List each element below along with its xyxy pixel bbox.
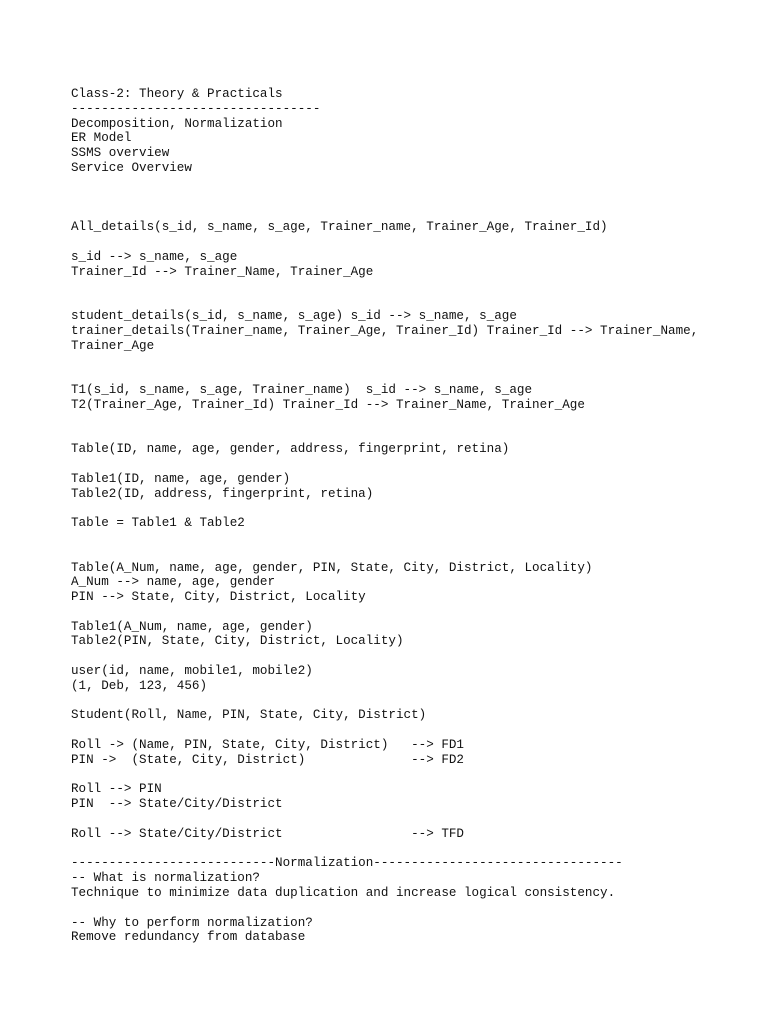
text-line: Decomposition, Normalization (71, 116, 283, 131)
text-line: Service Overview (71, 160, 192, 175)
blank-line (71, 901, 751, 916)
text-line: Technique to minimize data duplication and increase logical consistency. (71, 886, 616, 901)
text-line: Table(A_Num, name, age, gender, PIN, State, City, District, Locality) (71, 560, 593, 575)
text-line: PIN --> State, City, District, Locality (71, 590, 366, 605)
blank-line (71, 768, 751, 783)
text-line: Trainer_Id --> Trainer_Name, Trainer_Age (71, 264, 374, 279)
blank-line (71, 427, 751, 442)
text-line: Table(ID, name, age, gender, address, fingerprint, retina) (71, 442, 510, 457)
text-line: Roll --> PIN (71, 782, 162, 797)
blank-line (71, 723, 751, 738)
text-line: Student(Roll, Name, PIN, State, City, District) (71, 708, 427, 723)
text-line: (1, Deb, 123, 456) (71, 678, 208, 693)
text-line: Table1(ID, name, age, gender) (71, 471, 291, 486)
text-line: ER Model (71, 131, 132, 146)
text-line: --------------------------------- (71, 101, 321, 116)
text-line: trainer_details(Trainer_name, Trainer_Age, Trainer_Id) Trainer_Id --> Trainer_Name, (71, 323, 699, 338)
text-document (71, 87, 751, 945)
text-line: SSMS overview (71, 146, 170, 161)
blank-line (71, 812, 751, 827)
text-line: PIN -> (State, City, District) --> FD2 (71, 752, 464, 767)
blank-line (71, 694, 751, 709)
blank-line (71, 842, 751, 857)
text-line: A_Num --> name, age, gender (71, 575, 276, 590)
text-line: PIN --> State/City/District (71, 797, 283, 812)
blank-line (71, 413, 751, 428)
text-line: Table = Table1 & Table2 (71, 516, 245, 531)
blank-line (71, 457, 751, 472)
blank-line (71, 501, 751, 516)
text-line: Table2(PIN, State, City, District, Locality) (71, 634, 404, 649)
text-line: student_details(s_id, s_name, s_age) s_id --> s_name, s_age (71, 308, 517, 323)
text-line: Roll --> State/City/District --> TFD (71, 826, 464, 841)
text-line: T2(Trainer_Age, Trainer_Id) Trainer_Id --> Trainer_Name, Trainer_Age (71, 397, 585, 412)
blank-line (71, 368, 751, 383)
blank-line (71, 294, 751, 309)
blank-line (71, 279, 751, 294)
blank-line (71, 353, 751, 368)
text-line: Remove redundancy from database (71, 930, 306, 945)
blank-line (71, 191, 751, 206)
text-line: Table1(A_Num, name, age, gender) (71, 619, 313, 634)
text-line: T1(s_id, s_name, s_age, Trainer_name) s_id --> s_name, s_age (71, 382, 533, 397)
text-line: Class-2: Theory & Practicals (71, 87, 283, 101)
text-line: -- Why to perform normalization? (71, 915, 313, 930)
text-line: ---------------------------Normalization--------------------------------- (71, 856, 623, 871)
blank-line (71, 176, 751, 191)
text-line: Trainer_Age (71, 338, 155, 353)
text-line: user(id, name, mobile1, mobile2) (71, 664, 313, 679)
blank-line (71, 649, 751, 664)
blank-line (71, 235, 751, 250)
text-line: Table2(ID, address, fingerprint, retina) (71, 486, 374, 501)
text-line: All_details(s_id, s_name, s_age, Trainer_name, Trainer_Age, Trainer_Id) (71, 220, 608, 235)
blank-line (71, 531, 751, 546)
text-line: Roll -> (Name, PIN, State, City, District) --> FD1 (71, 738, 464, 753)
blank-line (71, 605, 751, 620)
text-line: s_id --> s_name, s_age (71, 249, 238, 264)
text-line: -- What is normalization? (71, 871, 260, 886)
blank-line (71, 546, 751, 561)
blank-line (71, 205, 751, 220)
